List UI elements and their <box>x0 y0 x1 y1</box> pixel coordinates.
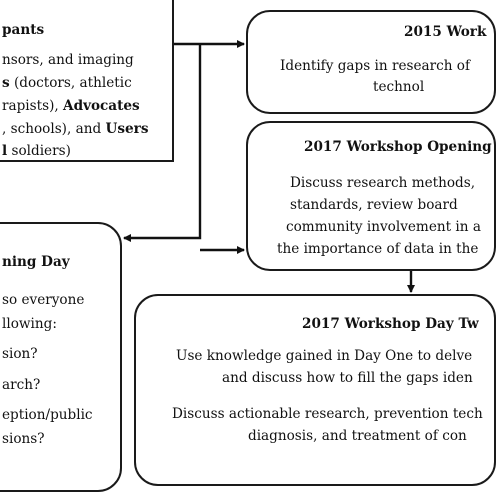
opening-day-box <box>0 222 122 492</box>
workshop-2017-opening-line-1: Discuss research methods, <box>290 175 476 191</box>
participants-line-3: rapists), Advocates <box>2 98 140 114</box>
opening-day-line-5: eption/public <box>2 407 93 423</box>
workshop-2015-title: 2015 Work <box>404 24 487 40</box>
opening-day-title: ning Day <box>2 254 70 270</box>
workshop-2017-day-two-title: 2017 Workshop Day Tw <box>302 316 479 332</box>
participants-line-5: l soldiers) <box>2 143 71 159</box>
workshop-2017-day-two-line-3: Discuss actionable research, prevention tech <box>172 406 483 422</box>
workshop-2017-day-two-line-1: Use knowledge gained in Day One to delve <box>176 348 473 364</box>
workshop-2017-day-two-line-2: and discuss how to fill the gaps iden <box>222 370 473 386</box>
workshop-2017-day-two-box <box>134 294 496 486</box>
opening-day-line-1: so everyone <box>2 292 85 308</box>
workshop-2017-opening-box <box>246 121 496 271</box>
workshop-2017-opening-line-2: standards, review board <box>290 197 458 213</box>
opening-day-line-4: arch? <box>2 377 41 393</box>
workshop-2015-box <box>246 10 496 114</box>
participants-line-1: nsors, and imaging <box>2 52 134 68</box>
workshop-2017-opening-line-4: the importance of data in the <box>277 241 479 257</box>
opening-day-line-3: sion? <box>2 346 38 362</box>
participants-line-2: s (doctors, athletic <box>2 75 132 91</box>
workshop-2017-opening-line-3: community involvement in a <box>286 219 481 235</box>
opening-day-line-2: llowing: <box>2 316 57 332</box>
workshop-2015-line-2: technol <box>373 79 425 95</box>
workshop-2017-opening-title: 2017 Workshop Opening <box>304 139 492 155</box>
workshop-2017-day-two-line-4: diagnosis, and treatment of con <box>248 428 467 444</box>
opening-day-line-6: sions? <box>2 431 45 447</box>
workshop-2015-line-1: Identify gaps in research of <box>280 58 471 74</box>
participants-title: pants <box>2 22 45 38</box>
participants-box <box>0 0 174 162</box>
participants-line-4: , schools), and Users <box>2 121 149 137</box>
